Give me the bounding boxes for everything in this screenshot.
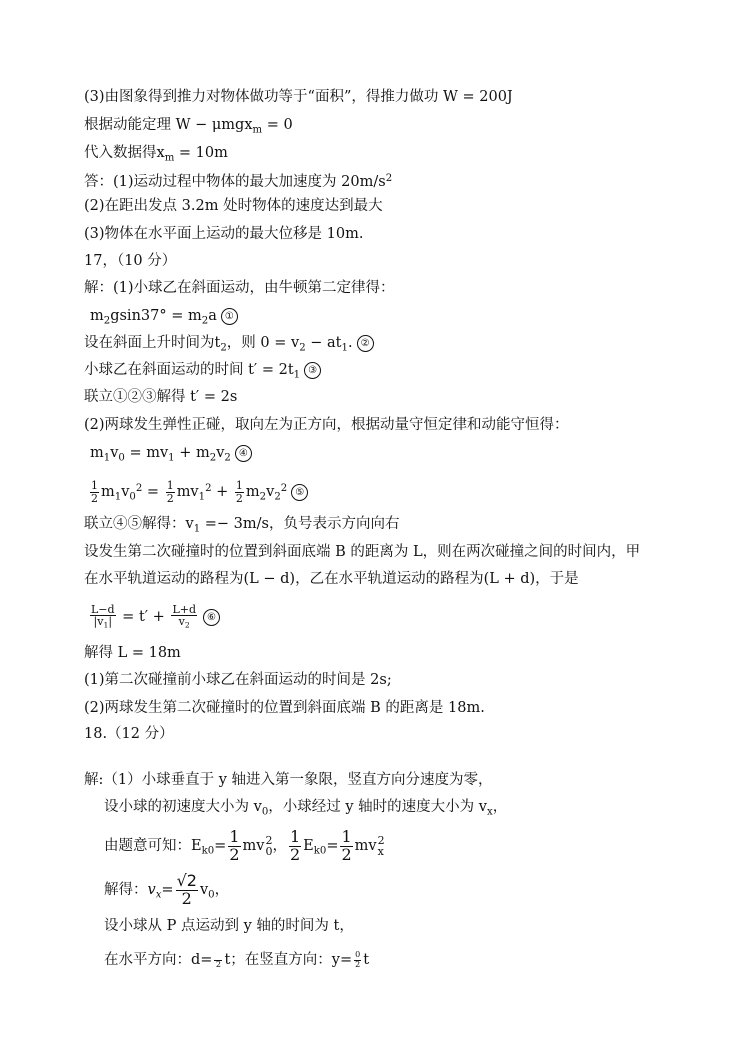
text-line: 设小球的初速度大小为 $v_0$，小球经过 y 轴时的速度大小为 $v_x$， [104,799,508,818]
text-line: (1)第二次碰撞前小球乙在斜面运动的时间是 2s; [84,672,392,688]
equation-line: 在水平方向：d= 2 t；在竖直方向：y= $\frac{0}{2}$ t [104,950,370,969]
circled-number: ⑥ [203,609,220,626]
equation-line: 解得：$v_x=$ $\frac{√2}{2}$ $v_0$， [104,870,230,908]
fraction: $\frac{L+d}{v_2}$ [172,602,197,631]
text-line: 设发生第二次碰撞时的位置到斜面底端 B 的距离为 L，则在两次碰撞之间的时间内，甲 [84,544,641,560]
equation-line: $m_2gsin37^\circ = m_2a$ ① [90,306,238,332]
circled-number: ② [357,335,374,352]
fraction: $\frac{1}{2}$ [341,826,352,864]
fraction: $\frac{1}{2}$ [229,826,240,864]
equation-line: $\frac{L-d}{|v_1|}$ = t′ + $\frac{L+d}{v_2}$ ⑥ [88,600,220,634]
text-line: (3)由图象得到推力对物体做功等于“面积”，得推力做功 W = 200J [84,89,513,105]
equation-line: 设在斜面上升时间为$t_2$，则 $0 = v_2 - at_1$. ② [84,333,374,359]
circled-number: ④ [235,445,252,462]
fraction: $\frac{L-d}{|v_1|}$ [91,602,115,631]
section-heading: 18.（12 分） [84,726,174,742]
fraction: $\frac{0}{2}$ [355,950,361,969]
text-line: 联立①②③解得 t′ = 2s [84,389,238,405]
text-line: (2)在距出发点 3.2m 处时物体的速度达到最大 [84,198,383,214]
fraction: $\frac{1}{2}$ [289,826,301,864]
equation-line: 由题意可知：$E_{k0}=$ $\frac{1}{2}$ mv 2 0 ， $\frac{1}{2}$ $E_{k0}=$ $\frac{1}{2}$ mv 2 x [104,826,385,864]
text-line: 解:（1）小球垂直于 y 轴进入第一象限，竖直方向分速度为零， [84,772,493,788]
circled-number: ⑤ [291,484,308,501]
text-line: (2)两球发生第二次碰撞时的位置到斜面底端 B 的距离是 18m. [84,700,485,716]
text-line: 代入数据得$x_m = 10m$ [84,145,228,164]
text-line: (2)两球发生弹性正碰，取向左为正方向，根据动量守恒定律和动能守恒得： [84,417,569,433]
fraction: $\frac{1}{2}$ [235,479,243,505]
equation-line: $\frac{1}{2}$ $m_1v_0^2$ = $\frac{1}{2}$ $mv_1^2$ + $\frac{1}{2}$ $m_2v_2^2$ ⑤ [88,474,308,513]
fraction: $\frac{√2}{2}$ [176,870,197,908]
fraction: $\frac{1}{2}$ [91,479,98,505]
text-line: 联立④⑤解得：$v_1 =- 3m/s$，负号表示方向向右 [84,516,400,535]
section-heading: 17，（10 分） [84,253,177,269]
text-line: 根据动能定理 W − μmgx$_m$ = 0 [84,117,293,136]
fraction: $\frac{1}{2}$ [166,479,174,505]
text-line: (3)物体在水平面上运动的最大位移是 10m. [84,226,364,242]
text-line: 解：(1)小球乙在斜面运动，由牛顿第二定律得： [84,280,395,296]
text-line: 设小球从 P 点运动到 y 轴的时间为 t， [104,918,354,934]
text-line: 答：(1)运动过程中物体的最大加速度为 $20m/s^2$ [84,173,393,191]
text-line: 解得 L = 18m [84,645,181,661]
text-line: 在水平轨道运动的路程为(L − d)，乙在水平轨道运动的路程为(L + d)，于是 [84,571,579,587]
circled-number: ① [221,308,238,325]
equation-line: 小球乙在斜面运动的时间 $t' = 2t_1$ ③ [84,360,321,386]
circled-number: ③ [304,362,321,379]
fraction: 2 [214,951,222,969]
equation-line: $m_1v_0 = mv_1 + m_2v_2$ ④ [90,443,252,469]
